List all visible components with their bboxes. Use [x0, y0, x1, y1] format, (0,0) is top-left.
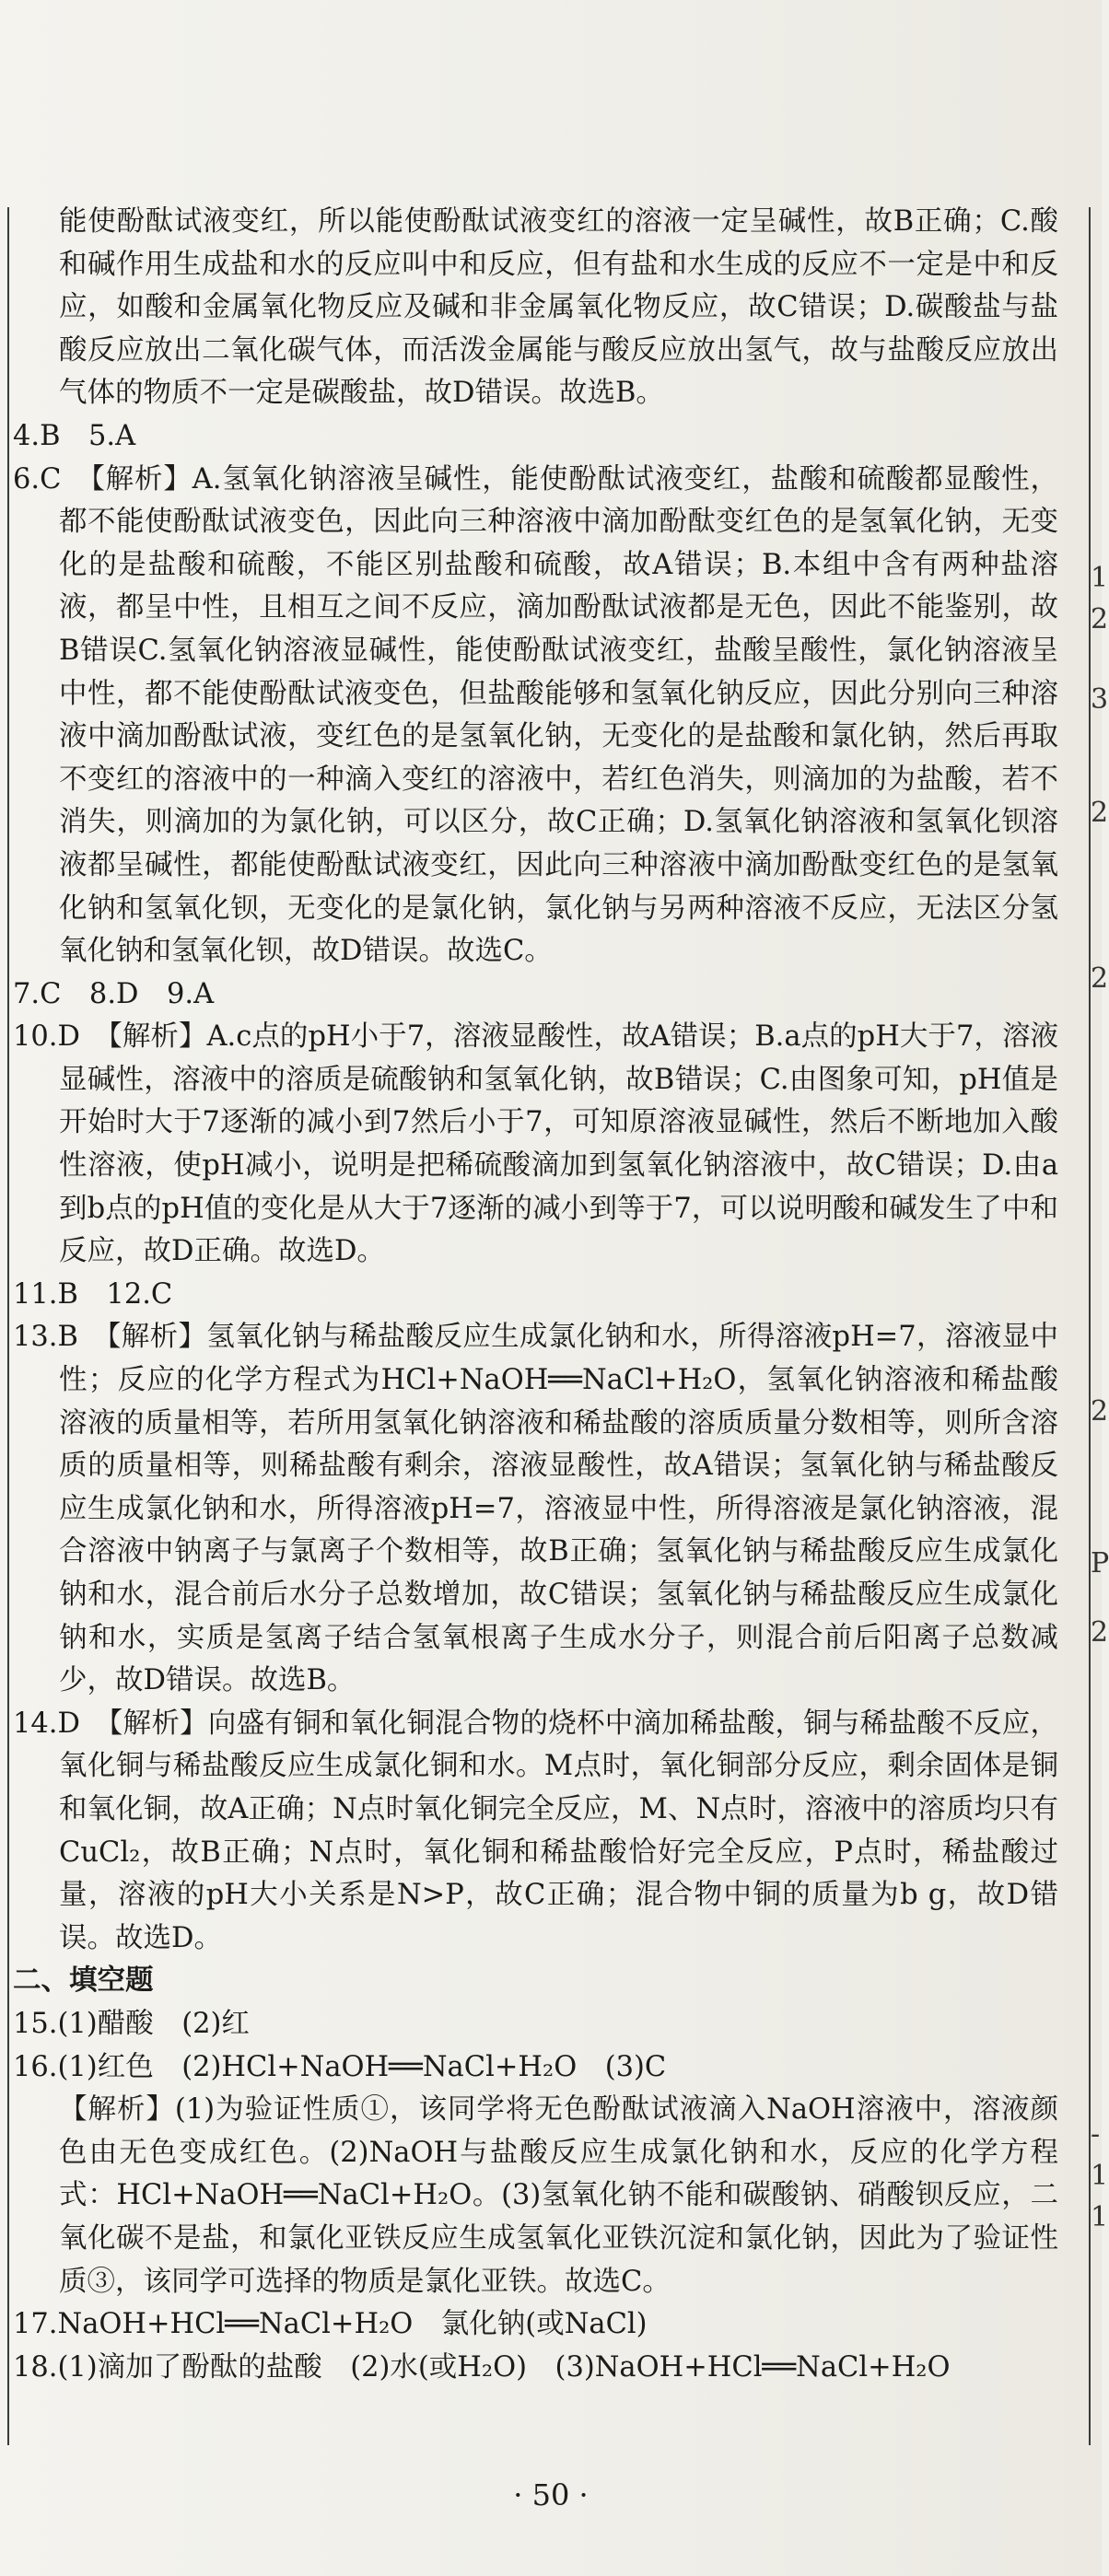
answer-16: 16.(1)红色 (2)HCl+NaOH══NaCl+H₂O (3)C: [13, 2050, 667, 2083]
answer-text: [13, 201, 1058, 2389]
edge-mark: 2: [1091, 962, 1109, 995]
edge-mark: 3: [1091, 683, 1109, 716]
edge-mark: 1: [1091, 2201, 1109, 2233]
edge-mark: 2: [1091, 797, 1109, 829]
edge-mark: 1: [1091, 562, 1109, 594]
answer-13: 13.B 【解析】氢氧化钠与稀盐酸反应生成氯化钠和水，所得溶液pH=7，溶液显中性；反应的化学方程式为HCl+NaOH══NaCl+H₂O，氢氧化钠溶液和稀盐酸溶液的质量相等，若所用氢氧化钠溶液和稀盐酸的溶质质量分数相等，则所含溶质的质量相等，则稀盐酸有剩余，溶液显酸性，故A错误；氢氧化钠与稀盐酸反应生成氯化钠和水，所得溶液pH=7，溶液显中性，所得溶液是氯化钠溶液，混合溶液中钠离子与氯离子个数相等，故B正确；氢氧化钠与稀盐酸反应生成氯化钠和水，混合前后水分子总数增加，故C错误；氢氧化钠与稀盐酸反应生成氯化钠和水，实质是氢离子结合氢氧根离子生成水分子，则混合前后阳离子总数减少，故D错误。故选B。: [13, 1321, 1058, 1697]
left-margin-rule: [7, 207, 9, 2445]
answer-14: 14.D 【解析】向盛有铜和氧化铜混合物的烧杯中滴加稀盐酸，铜与稀盐酸不反应，氧化铜与稀盐酸反应生成氯化铜和水。M点时，氧化铜部分反应，剩余固体是铜和氧化铜，故A正确；N点时氧化铜完全反应，M、N点时，溶液中的溶质均只有CuCl₂，故B正确；N点时，氧化铜和稀盐酸恰好完全反应，P点时，稀盐酸过量，溶液的pH大小关系是N>P，故C正确；混合物中铜的质量为b g，故D错误。故选D。: [13, 1707, 1058, 1954]
edge-mark: 2: [1091, 1395, 1109, 1428]
page-number: · 50 ·: [513, 2477, 589, 2512]
answer-17: 17.NaOH+HCl══NaCl+H₂O 氯化钠(或NaCl): [13, 2308, 648, 2341]
answer-6: 6.C 【解析】A.氢氧化钠溶液呈碱性，能使酚酞试液变红，盐酸和硫酸都显酸性，都不能使酚酞试液变色，因此向三种溶液中滴加酚酞变红色的是氢氧化钠，无变化的是盐酸和硫酸，不能区别盐酸和硫酸，故A错误；B.本组中含有两种盐溶液，都呈中性，且相互之间不反应，滴加酚酞试液都是无色，因此不能鉴别，故B错误C.氢氧化钠溶液显碱性，能使酚酞试液变红，盐酸呈酸性，氯化钠溶液呈中性，都不能使酚酞试液变色，但盐酸能够和氢氧化钠反应，因此分别向三种溶液中滴加酚酞试液，变红色的是氢氧化钠，无变化的是盐酸和氯化钠，然后再取不变红的溶液中的一种滴入变红的溶液中，若红色消失，则滴加的为盐酸，若不消失，则滴加的为氯化钠，可以区分，故C正确；D.氢氧化钠溶液和氢氧化钡溶液都呈碱性，都能使酚酞试液变红，因此向三种溶液中滴加酚酞变红色的是氢氧化钠和氢氧化钡，无变化的是氯化钠，氯化钠与另两种溶液不反应，无法区分氢氧化钠和氢氧化钡，故D错误。故选C。: [13, 462, 1058, 968]
edge-mark: 1: [1091, 2160, 1109, 2192]
answer-10: 10.D 【解析】A.c点的pH小于7，溶液显酸性，故A错误；B.a点的pH大于7，溶液显碱性，溶液中的溶质是硫酸钠和氢氧化钠，故B错误；C.由图象可知，pH值是开始时大于7逐渐的减小到7然后小于7，可知原溶液显碱性，然后不断地加入酸性溶液，使pH减小，说明是把稀硫酸滴加到氢氧化钠溶液中，故C错误；D.由a到b点的pH值的变化是从大于7逐渐的减小到等于7，可以说明酸和碱发生了中和反应，故D正确。故选D。: [13, 1020, 1058, 1268]
right-margin-rule: [1089, 207, 1091, 2445]
answer-16-analysis: 【解析】(1)为验证性质①，该同学将无色酚酞试液滴入NaOH溶液中，溶液颜色由无色变成红色。(2)NaOH与盐酸反应生成氯化钠和水，反应的化学方程式：HCl+NaOH══NaCl+H₂O。(3)氢氧化钠不能和碳酸钠、硝酸钡反应，二氧化碳不是盐，和氯化亚铁反应生成氢氧化亚铁沉淀和氯化钠，因此为了验证性质③，该同学可选择的物质是氯化亚铁。故选C。: [59, 2093, 1058, 2298]
answer-line-7-9: 7.C 8.D 9.A: [13, 977, 215, 1010]
edge-mark: -: [1091, 2118, 1101, 2151]
q3-continuation: 能使酚酞试液变红，所以能使酚酞试液变红的溶液一定呈碱性，故B正确；C.酸和碱作用生成盐和水的反应叫中和反应，但有盐和水生成的反应不一定是中和反应，如酸和金属氧化物反应及碱和非金属氧化物反应，故C错误；D.碳酸盐与盐酸反应放出二氧化碳气体，而活泼金属能与酸反应放出氢气，故与盐酸反应放出气体的物质不一定是碳酸盐，故D错误。故选B。: [59, 205, 1058, 410]
section-heading: 二、填空题: [13, 1964, 154, 1998]
answer-line-4-5: 4.B 5.A: [13, 419, 136, 452]
answer-line-11-12: 11.B 12.C: [13, 1277, 173, 1311]
answer-15: 15.(1)醋酸 (2)红: [13, 2007, 250, 2040]
answer-18: 18.(1)滴加了酚酞的盐酸 (2)水(或H₂O) (3)NaOH+HCl══NaCl+H₂O: [13, 2350, 951, 2384]
edge-mark: 2: [1091, 603, 1109, 635]
edge-mark: P: [1091, 1547, 1109, 1579]
edge-mark: 2: [1091, 1616, 1109, 1649]
